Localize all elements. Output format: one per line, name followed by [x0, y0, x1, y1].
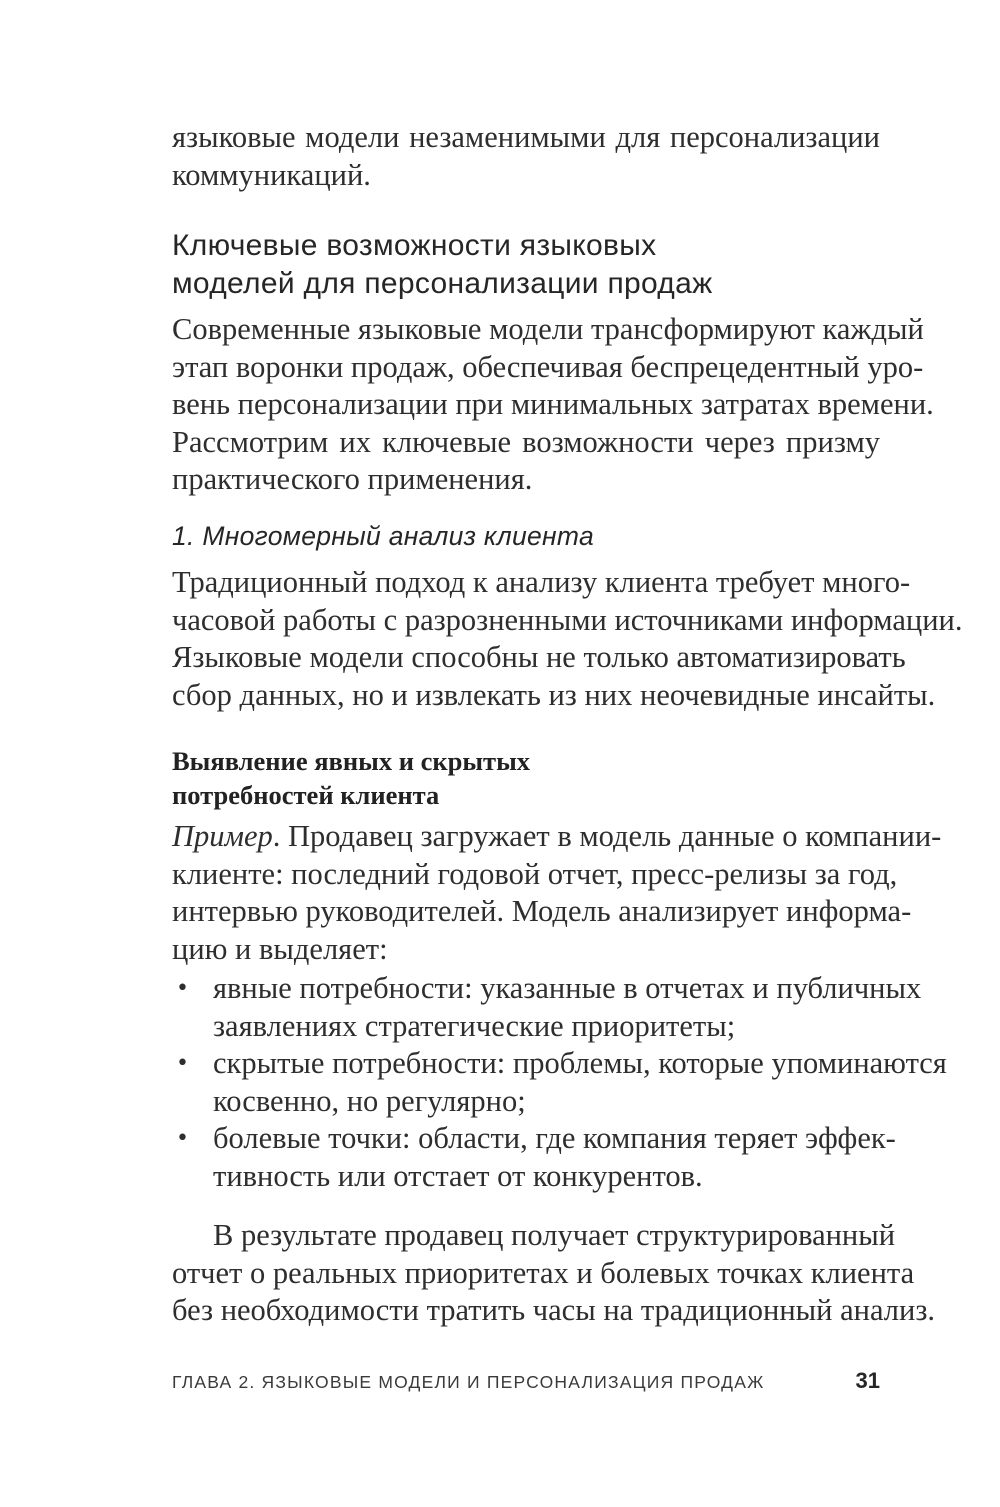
heading-line: моделей для персонализации продаж	[172, 267, 713, 300]
text-line: болевые точки: области, где компания теряет эффек-	[213, 1121, 896, 1155]
text-line: Языковые модели способны не только автоматизировать	[172, 640, 906, 674]
example-label: Пример	[172, 819, 273, 853]
text-line: без необходимости тратить часы на традиционный анализ.	[172, 1293, 936, 1327]
bullet-marker: •	[176, 1051, 189, 1076]
text-line: Рассмотрим их ключевые возможности через призму	[172, 424, 880, 459]
text-line: Современные языковые модели трансформируют каждый	[172, 312, 924, 346]
subsection-heading	[172, 519, 880, 553]
text-line: сбор данных, но и извлекать из них неочевидные инсайты.	[172, 677, 936, 712]
text-line: клиенте: последний годовой отчет, пресс-релизы за год,	[172, 856, 898, 891]
text-line: часовой работы с разрозненными источниками информации.	[172, 602, 963, 637]
list-item	[172, 1045, 947, 1120]
heading-line: 1. Многомерный анализ клиента	[172, 521, 595, 551]
text-line	[172, 818, 942, 856]
heading-line: потребностей клиента	[172, 780, 440, 810]
text-line: цию и выделяет:	[172, 931, 388, 966]
text-line: косвенно, но регулярно;	[213, 1083, 526, 1118]
text-line: практического применения.	[172, 462, 533, 496]
bullet-marker: •	[176, 1126, 189, 1151]
text-line: В результате продавец получает структурированный	[213, 1218, 896, 1252]
text-line: Традиционный подход к анализу клиента требует много-	[172, 565, 911, 599]
bullet-list	[172, 970, 947, 1195]
text-line: вень персонализации при минимальных затратах времени.	[172, 387, 934, 421]
bullet-marker: •	[176, 976, 189, 1001]
text-line: языковые модели незаменимыми для персонализации	[172, 120, 880, 154]
subsection-paragraph	[172, 564, 963, 714]
section-heading	[172, 227, 880, 303]
example-text: . Продавец загружает в модель данные о компании-	[272, 819, 942, 853]
list-item	[172, 970, 922, 1045]
text-line: заявлениях стратегические приоритеты;	[213, 1008, 736, 1043]
text-line: отчет о реальных приоритетах и болевых точках клиента	[172, 1255, 915, 1290]
text-line: тивность или отстает от конкурентов.	[213, 1158, 703, 1193]
text-line: интервью руководителей. Модель анализирует информа-	[172, 894, 912, 928]
example-paragraph	[172, 818, 942, 968]
list-item	[172, 1120, 896, 1195]
result-paragraph	[172, 1217, 936, 1330]
section-paragraph	[172, 311, 934, 499]
page-footer	[172, 1369, 880, 1397]
heading-line: Ключевые возможности языковых	[172, 229, 657, 262]
page-number: 31	[855, 1368, 880, 1393]
chapter-title: ГЛАВА 2. ЯЗЫКОВЫЕ МОДЕЛИ И ПЕРСОНАЛИЗАЦИЯ ПРОДАЖ	[172, 1372, 765, 1392]
text-line: явные потребности: указанные в отчетах и публичных	[213, 971, 922, 1005]
heading-line: Выявление явных и скрытых	[172, 746, 531, 776]
text-line: скрытые потребности: проблемы, которые упоминаются	[213, 1046, 947, 1080]
text-line: этап воронки продаж, обеспечивая беспрецедентный уро-	[172, 349, 924, 384]
intro-paragraph	[172, 119, 880, 194]
topic-heading	[172, 744, 880, 812]
text-line: коммуникаций.	[172, 157, 371, 192]
